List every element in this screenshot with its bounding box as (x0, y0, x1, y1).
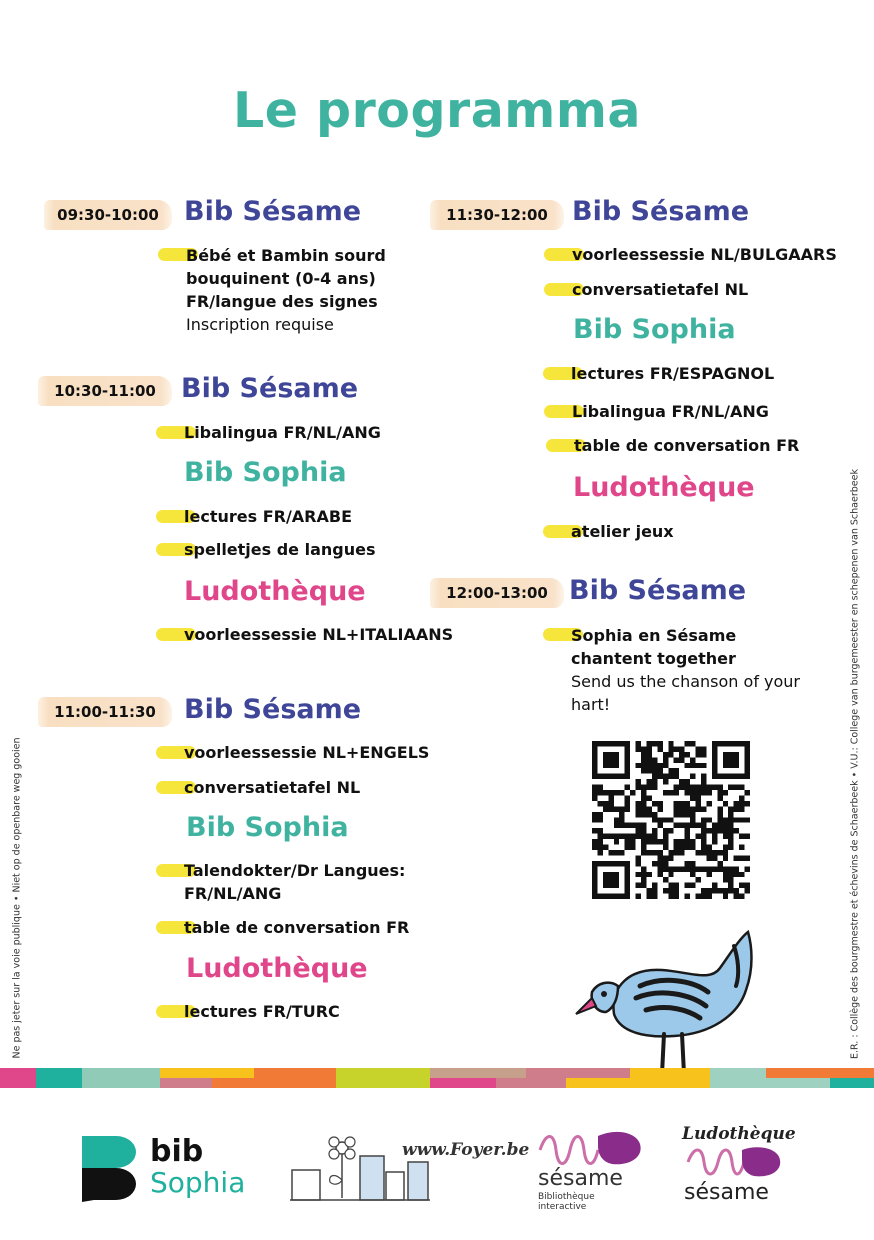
item-text: atelier jeux (571, 522, 674, 541)
item-text: conversatietafel NL (184, 778, 361, 797)
qr-code[interactable] (592, 741, 750, 899)
item-text: table de conversation FR (184, 918, 410, 937)
side-note-right: E.R. : Collège des bourgmestre et échevins de Schaerbeek • V.U.: College van burgemeester en schepenen van Schaerbeek (849, 469, 861, 1059)
bib-sophia-logo (82, 1136, 262, 1206)
item-text: conversatietafel NL (572, 280, 749, 299)
program-item (571, 624, 800, 716)
time-badge: 11:30-12:00 (430, 200, 564, 230)
logo-bib-text: bib (150, 1134, 204, 1169)
item-text: Libalingua FR/NL/ANG (184, 423, 381, 442)
logo-sesame-text: sésame (538, 1166, 623, 1191)
page-title: Le programma (233, 82, 641, 139)
item-text: Talendokter/Dr Langues: (184, 861, 406, 880)
item-note: Send us the chanson of your (571, 672, 801, 691)
item-note: Inscription requise (186, 315, 334, 334)
program-item (184, 916, 409, 939)
program-item (571, 520, 674, 543)
item-text: lectures FR/ESPAGNOL (571, 364, 775, 383)
logo-sesame-tagline: Bibliothèque interactive (538, 1192, 595, 1212)
time-badge: 09:30-10:00 (44, 200, 172, 230)
heading-ludotheque: Ludothèque (573, 472, 755, 503)
program-item (184, 741, 429, 764)
program-item (184, 421, 381, 444)
side-note-left: Ne pas jeter sur la voie publique • Niet op de openbare weg gooien (11, 737, 23, 1059)
item-line: bouquinent (0-4 ans) (186, 269, 376, 288)
sesame-spiral-icon (536, 1126, 646, 1170)
program-item (184, 1000, 340, 1023)
item-line: Bébé et Bambin sourd (186, 246, 386, 265)
heading-bib-sesame: Bib Sésame (181, 373, 359, 404)
heading-bib-sesame: Bib Sésame (569, 575, 747, 606)
item-text: voorleessessie NL+ITALIAANS (184, 625, 454, 644)
program-item (572, 243, 837, 266)
bird-illustration (570, 928, 780, 1088)
item-text: voorleessessie NL+ENGELS (184, 743, 430, 762)
bib-sophia-mark (82, 1136, 138, 1202)
heading-bib-sophia: Bib Sophia (184, 457, 347, 488)
sesame-logo (532, 1126, 644, 1212)
item-text: lectures FR/ARABE (184, 507, 352, 526)
program-item (184, 505, 352, 528)
heading-ludotheque: Ludothèque (184, 576, 366, 607)
program-item (184, 776, 360, 799)
item-note: hart! (571, 695, 611, 714)
foyer-logo (290, 1132, 530, 1204)
item-text: table de conversation FR (574, 436, 800, 455)
program-item (184, 859, 405, 905)
logo-ludotheque-sesame: sésame (684, 1180, 769, 1205)
heading-bib-sophia: Bib Sophia (573, 314, 736, 345)
program-item (572, 400, 769, 423)
time-badge: 12:00-13:00 (430, 578, 564, 608)
item-text: FR/NL/ANG (184, 884, 282, 903)
logo-sophia-text: Sophia (150, 1166, 246, 1199)
item-text: Sophia en Sésame (571, 626, 737, 645)
program-item (572, 278, 748, 301)
heading-bib-sophia: Bib Sophia (186, 812, 349, 843)
heading-bib-sesame: Bib Sésame (184, 196, 362, 227)
item-text: chantent together (571, 649, 736, 668)
program-item (184, 538, 376, 561)
item-text: Libalingua FR/NL/ANG (572, 402, 769, 421)
time-badge: 11:00-11:30 (38, 697, 172, 727)
ludotheque-logo (680, 1122, 796, 1208)
logo-foyer-text: www.Foyer.be (402, 1140, 530, 1160)
heading-bib-sesame: Bib Sésame (572, 196, 750, 227)
logo-ludotheque-text: Ludothèque (682, 1124, 796, 1144)
time-badge: 10:30-11:00 (38, 376, 172, 406)
heading-bib-sesame: Bib Sésame (184, 694, 362, 725)
program-item (571, 362, 774, 385)
item-text: spelletjes de langues (184, 540, 376, 559)
heading-ludotheque: Ludothèque (186, 953, 368, 984)
item-text: voorleessessie NL/BULGAARS (572, 245, 837, 264)
program-item (574, 434, 799, 457)
ludotheque-spiral-icon (684, 1144, 784, 1180)
program-item (186, 244, 386, 336)
item-text: lectures FR/TURC (184, 1002, 340, 1021)
item-line: FR/langue des signes (186, 292, 378, 311)
program-item (184, 623, 453, 646)
